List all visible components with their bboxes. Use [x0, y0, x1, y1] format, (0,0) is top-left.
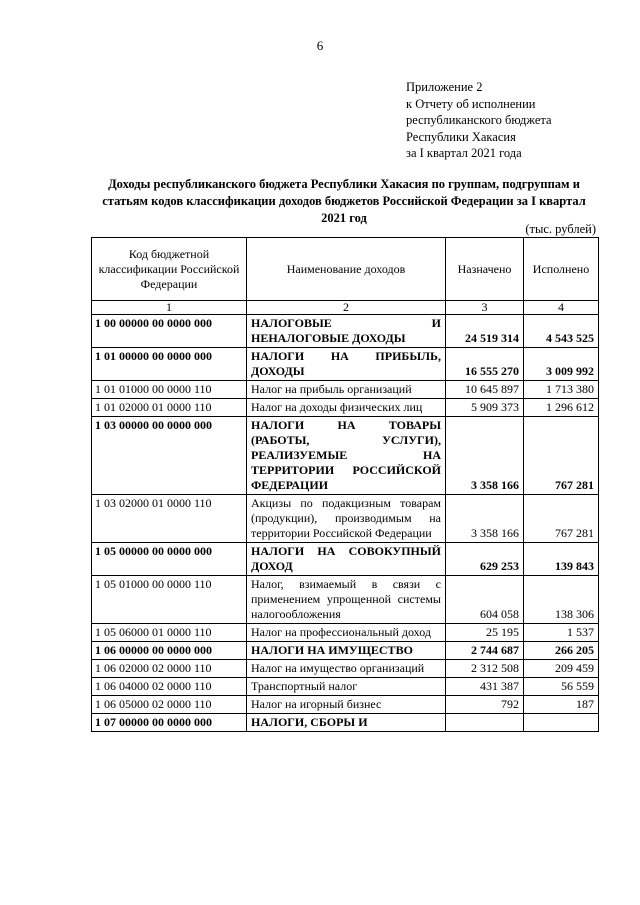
- row-code: 1 06 02000 02 0000 110: [92, 660, 247, 678]
- row-executed: 138 306: [524, 576, 599, 624]
- row-code: 1 06 00000 00 0000 000: [92, 642, 247, 660]
- row-code: 1 07 00000 00 0000 000: [92, 714, 247, 732]
- table-row: [92, 696, 599, 714]
- table-row: [92, 576, 599, 624]
- row-executed: 767 281: [524, 495, 599, 543]
- row-code: 1 01 00000 00 0000 000: [92, 348, 247, 381]
- header-executed: Исполнено: [524, 238, 599, 301]
- row-code: 1 05 01000 00 0000 110: [92, 576, 247, 624]
- row-planned: 10 645 897: [446, 381, 524, 399]
- row-name: Акцизы по подакцизным товарам (продукции), производимым на территории Российской Федерации: [247, 495, 446, 543]
- row-planned: 24 519 314: [446, 315, 524, 348]
- table-row: [92, 495, 599, 543]
- row-name: Налог на доходы физических лиц: [247, 399, 446, 417]
- appendix-line: республиканского бюджета: [406, 113, 552, 127]
- row-name: Налог, взимаемый в связи с применением упрощенной системы налогообложения: [247, 576, 446, 624]
- page-number: 6: [316, 38, 324, 53]
- table-row: [92, 348, 599, 381]
- row-executed: 187: [524, 696, 599, 714]
- row-name: НАЛОГИ, СБОРЫ И: [247, 714, 446, 732]
- row-planned: 2 744 687: [446, 642, 524, 660]
- row-executed: 1 296 612: [524, 399, 599, 417]
- row-code: 1 01 01000 00 0000 110: [92, 381, 247, 399]
- row-planned: 604 058: [446, 576, 524, 624]
- table-row: [92, 678, 599, 696]
- table-row: [92, 417, 599, 495]
- row-name: НАЛОГИ НА СОВОКУПНЫЙ ДОХОД: [247, 543, 446, 576]
- row-planned: 629 253: [446, 543, 524, 576]
- row-executed: 209 459: [524, 660, 599, 678]
- row-executed: [524, 714, 599, 732]
- row-executed: 139 843: [524, 543, 599, 576]
- row-planned: 2 312 508: [446, 660, 524, 678]
- row-planned: 3 358 166: [446, 417, 524, 495]
- column-number: 1: [92, 301, 247, 315]
- header-name: Наименование доходов: [247, 238, 446, 301]
- table-row: [92, 660, 599, 678]
- revenue-table: [91, 237, 599, 732]
- column-number-row: [92, 301, 599, 315]
- row-planned: 16 555 270: [446, 348, 524, 381]
- appendix-line: за I квартал 2021 года: [406, 146, 522, 160]
- row-name: Транспортный налог: [247, 678, 446, 696]
- row-executed: 1 537: [524, 624, 599, 642]
- row-executed: 56 559: [524, 678, 599, 696]
- table-row: [92, 714, 599, 732]
- appendix-line: Приложение 2: [406, 80, 483, 94]
- appendix-note: [406, 79, 552, 162]
- row-planned: 5 909 373: [446, 399, 524, 417]
- column-number: 3: [446, 301, 524, 315]
- row-planned: [446, 714, 524, 732]
- row-name: НАЛОГИ НА ТОВАРЫ (РАБОТЫ, УСЛУГИ), РЕАЛИЗУЕМЫЕ НА ТЕРРИТОРИИ РОССИЙСКОЙ ФЕДЕРАЦИИ: [247, 417, 446, 495]
- row-executed: 266 205: [524, 642, 599, 660]
- row-executed: 1 713 380: [524, 381, 599, 399]
- row-code: 1 06 04000 02 0000 110: [92, 678, 247, 696]
- row-code: 1 03 02000 01 0000 110: [92, 495, 247, 543]
- row-code: 1 05 06000 01 0000 110: [92, 624, 247, 642]
- row-code: 1 00 00000 00 0000 000: [92, 315, 247, 348]
- appendix-line: Республики Хакасия: [406, 129, 516, 144]
- row-executed: 767 281: [524, 417, 599, 495]
- row-name: НАЛОГИ НА ПРИБЫЛЬ, ДОХОДЫ: [247, 348, 446, 381]
- row-code: 1 05 00000 00 0000 000: [92, 543, 247, 576]
- row-code: 1 06 05000 02 0000 110: [92, 696, 247, 714]
- row-executed: 4 543 525: [524, 315, 599, 348]
- table-row: [92, 399, 599, 417]
- row-planned: 431 387: [446, 678, 524, 696]
- row-code: 1 01 02000 01 0000 110: [92, 399, 247, 417]
- row-planned: 25 195: [446, 624, 524, 642]
- row-name: НАЛОГОВЫЕ И НЕНАЛОГОВЫЕ ДОХОДЫ: [247, 315, 446, 348]
- header-code: Код бюджетной классификации Российской Федерации: [92, 238, 247, 301]
- row-executed: 3 009 992: [524, 348, 599, 381]
- row-name: Налог на прибыль организаций: [247, 381, 446, 399]
- row-name: Налог на игорный бизнес: [247, 696, 446, 714]
- table-row: [92, 624, 599, 642]
- row-planned: 3 358 166: [446, 495, 524, 543]
- row-name: Налог на имущество организаций: [247, 660, 446, 678]
- row-code: 1 03 00000 00 0000 000: [92, 417, 247, 495]
- column-number: 2: [247, 301, 446, 315]
- row-name: НАЛОГИ НА ИМУЩЕСТВО: [247, 642, 446, 660]
- table-row: [92, 642, 599, 660]
- table-row: [92, 543, 599, 576]
- table-header-row: [92, 238, 599, 301]
- document-title: Доходы республиканского бюджета Республики Хакасия по группам, подгруппам и статьям кодов классификации доходов бюджетов Российской Федерации за I квартал 2021 год: [102, 177, 586, 225]
- table-row: [92, 381, 599, 399]
- column-number: 4: [524, 301, 599, 315]
- units-note: (тыс. рублей): [525, 222, 596, 236]
- header-planned: Назначено: [446, 238, 524, 301]
- table-row: [92, 315, 599, 348]
- row-name: Налог на профессиональный доход: [247, 624, 446, 642]
- appendix-line: к Отчету об исполнении: [406, 96, 536, 111]
- row-planned: 792: [446, 696, 524, 714]
